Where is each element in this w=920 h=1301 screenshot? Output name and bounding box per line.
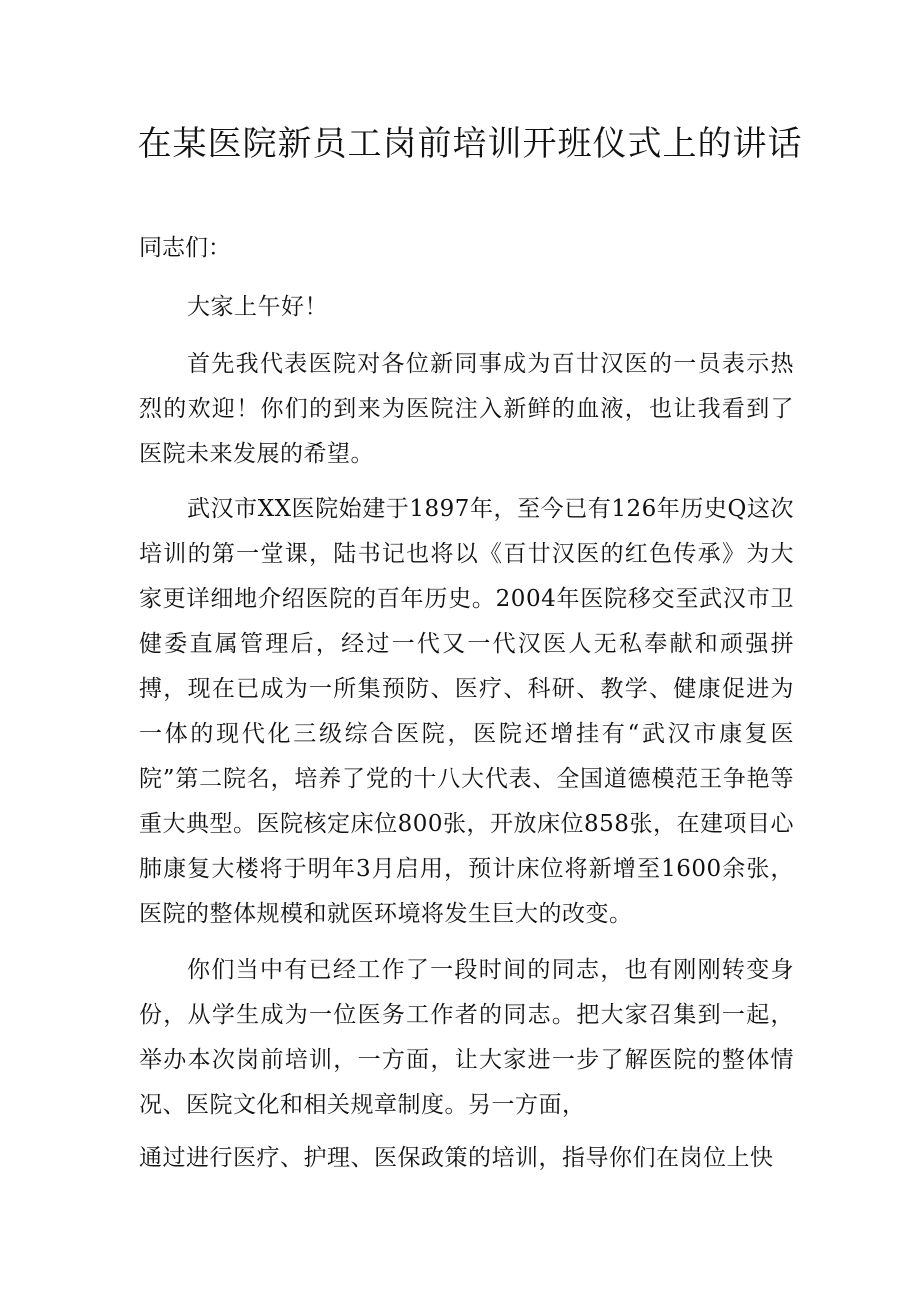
salutation: 同志们： — [139, 235, 231, 261]
document-title: 在某医院新员工岗前培训开班仪式上的讲话 — [137, 124, 803, 164]
paragraph-continuation: 通过进行医疗、护理、医保政策的培训，指导你们在岗位上快 — [139, 1145, 774, 1171]
paragraph-welcome: 首先我代表医院对各位新同事成为百廿汉医的一员表示热烈的欢迎！你们的到来为医院注入新鲜的血液，也让我看到了医院未来发展的希望。 — [139, 351, 794, 467]
paragraph-training-purpose: 你们当中有已经工作了一段时间的同志，也有刚刚转变身份，从学生成为一位医务工作者的同志。把大家召集到一起，举办本次岗前培训，一方面，让大家进一步了解医院的整体情况、医院文化和相关规章制度。另一方面， — [139, 957, 794, 1118]
paragraph-hospital-history: 武汉市XX医院始建于1897年，至今已有126年历史Q这次培训的第一堂课，陆书记也将以《百廿汉医的红色传承》为大家更详细地介绍医院的百年历史。2004年医院移交至武汉市卫健委直属管理后，经过一代又一代汉医人无私奉献和顽强拼搏，现在已成为一所集预防、医疗、科研、教学、健康促进为一体的现代化三级综合医院，医院还增挂有“武汉市康复医院”第二院名，培养了党的十八大代表、全国道德模范王争艳等重大典型。医院核定床位800张，开放床位858张，在建项目心肺康复大楼将于明年3月启用，预计床位将新增至1600余张，医院的整体规模和就医环境将发生巨大的改变。 — [139, 496, 794, 927]
paragraph-greeting: 大家上午好！ — [187, 294, 328, 320]
